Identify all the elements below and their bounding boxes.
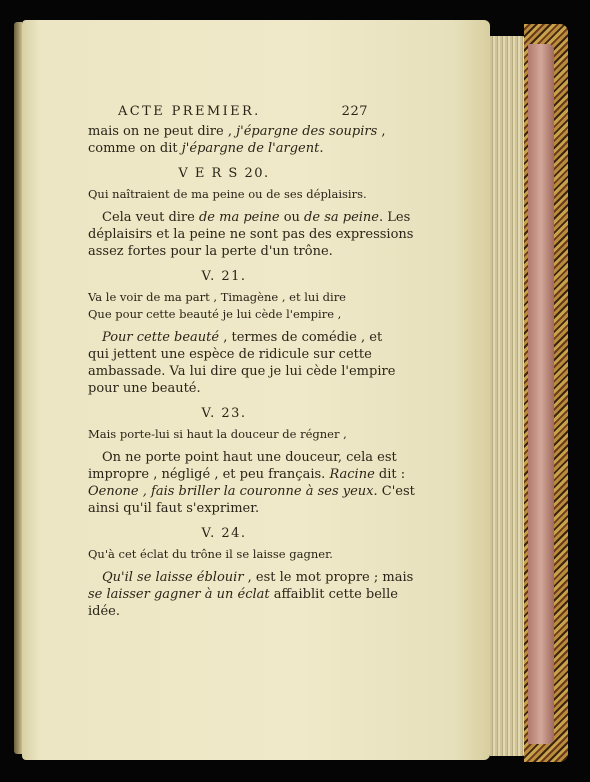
verse-20: Qui naîtraient de ma peine ou de ses déplaisirs. bbox=[88, 187, 367, 201]
verse-heading-24: V. 24. bbox=[201, 526, 247, 541]
intro-line-2: comme on dit j'épargne de l'argent. bbox=[88, 141, 324, 156]
verse-24: Qu'à cet éclat du trône il se laisse gagner. bbox=[88, 547, 333, 561]
header-title: ACTE PREMIER. bbox=[118, 104, 261, 119]
comment-20-line-1: Cela veut dire de ma peine ou de sa peine. Les bbox=[102, 210, 411, 225]
verse-21-line-2: Que pour cette beauté je lui cède l'empire , bbox=[88, 307, 342, 321]
comment-21-line-4: pour une beauté. bbox=[88, 381, 201, 396]
page-edges bbox=[490, 36, 526, 756]
page-text bbox=[88, 103, 415, 620]
comment-24-line-2: se laisser gagner à un éclat affaiblit cette belle bbox=[88, 587, 398, 602]
verse-23: Mais porte-lui si haut la douceur de régner , bbox=[88, 427, 347, 441]
comment-21-line-3: ambassade. Va lui dire que je lui cède l'empire bbox=[88, 364, 396, 379]
verse-21-line-1: Va le voir de ma part , Timagène , et lui dire bbox=[88, 290, 346, 304]
left-page-edge bbox=[14, 22, 22, 754]
page-number: 227 bbox=[341, 104, 368, 119]
intro-line-1: mais on ne peut dire , j'épargne des soupirs , bbox=[88, 124, 386, 139]
running-header bbox=[88, 103, 368, 123]
comment-20-line-2: déplaisirs et la peine ne sont pas des expressions bbox=[88, 227, 414, 242]
comment-21-line-1: Pour cette beauté , termes de comédie , et bbox=[102, 330, 383, 345]
comment-24-line-1: Qu'il se laisse éblouir , est le mot propre ; mais bbox=[102, 570, 414, 585]
comment-23-line-1: On ne porte point haut une douceur, cela est bbox=[102, 450, 397, 465]
verse-heading-23: V. 23. bbox=[201, 406, 247, 421]
verse-heading-20: V E R S 20. bbox=[178, 166, 270, 181]
cover-marbled-edge bbox=[528, 44, 554, 744]
comment-20-line-3: assez fortes pour la perte d'un trône. bbox=[88, 244, 333, 259]
comment-21-line-2: qui jettent une espèce de ridicule sur cette bbox=[88, 347, 372, 362]
comment-23-line-4: ainsi qu'il faut s'exprimer. bbox=[88, 501, 260, 516]
comment-23-line-3: Oenone , fais briller la couronne à ses yeux. C'est bbox=[88, 484, 415, 499]
comment-24-line-3: idée. bbox=[88, 604, 120, 619]
verse-heading-21: V. 21. bbox=[201, 269, 247, 284]
comment-23-line-2: impropre , négligé , et peu français. Racine dit : bbox=[88, 467, 406, 482]
